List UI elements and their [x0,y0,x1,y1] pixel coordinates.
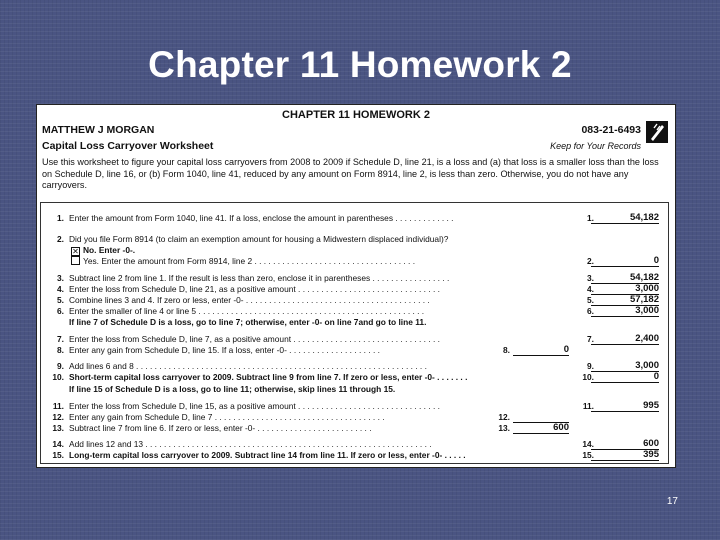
line-amount: 54,182 [591,213,659,224]
line-2-yes [41,256,668,267]
line-4 [41,284,668,295]
line-number: 10. [52,372,64,382]
line-ref: 7. [587,334,594,344]
worksheet-document [36,104,676,468]
line-text: Combine lines 3 and 4. If zero or less, enter -0- . . . . . . . . . . . . . . . . . . . . . . . . . . . . . . . . . . . . . . . . [69,295,430,305]
line-ref: 11. [582,401,594,411]
line-number: 4. [57,284,64,294]
line-number: 3. [57,273,64,283]
line-text: Subtract line 7 from line 6. If zero or less, enter -0- . . . . . . . . . . . . . . . . . . . . . . . . . [69,423,372,433]
line-text: Long-term capital loss carryover to 2009. Subtract line 14 from line 11. If zero or less, enter -0- . . . . . [69,450,466,460]
line-number: 5. [57,295,64,305]
line-text [71,245,135,256]
line-amount: 3,000 [591,284,659,295]
line-15 [41,450,668,461]
line-text: Did you file Form 8914 (to claim an exemption amount for housing a Midwestern displaced individual)? [69,234,449,244]
instruction-note-2 [41,384,668,395]
worksheet-lines [40,202,669,464]
line-ref: 6. [587,306,594,316]
line-5 [41,295,668,306]
line-ref: 2. [587,256,594,266]
line-text: Add lines 12 and 13 . . . . . . . . . . . . . . . . . . . . . . . . . . . . . . . . . . . . . . . . . . . . . . . . . . . . . . . . . . . . . . [69,439,432,449]
line-number: 6. [57,306,64,316]
line-number: 9. [57,361,64,371]
line-text: Enter the amount from Form 1040, line 41. If a loss, enclose the amount in parentheses . . . . . . . . . . . . . [69,213,454,223]
line-ref: 12. [498,412,510,422]
line-amount: 995 [591,401,659,412]
line-3 [41,273,668,284]
note-text: If line 15 of Schedule D is a loss, go to line 11; otherwise, skip lines 11 through 15. [69,384,396,394]
pen-icon [645,120,669,144]
line-amount: 0 [591,372,659,383]
slide-title: Chapter 11 Homework 2 [148,44,572,85]
line-8 [41,345,668,356]
line-text: Enter the loss from Schedule D, line 7, as a positive amount . . . . . . . . . . . . . . . . . . . . . . . . . . . . . . . . [69,334,440,344]
line-12 [41,412,668,423]
line-number: 1. [57,213,64,223]
line-ref: 1. [587,213,594,223]
line-ref: 14. [582,439,594,449]
line-11 [41,401,668,412]
line-6 [41,306,668,317]
intro-paragraph: Use this worksheet to figure your capital loss carryovers from 2008 to 2009 if Schedule D, line 21, is a loss and (a) that loss is a smaller loss than the loss on Schedule D, line 16, or (b) Form 1040, line 41, reduced by any amount on Form 8914, line 2, is less than zero. Otherwise, you do not have any carryovers. [42,157,659,190]
line-amount: 57,182 [591,295,659,306]
unchecked-box[interactable] [71,256,80,265]
line-amount: 54,182 [591,273,659,284]
line-number: 13. [52,423,64,433]
instruction-note-1 [41,317,668,328]
line-ref: 15. [582,450,594,460]
line-number: 2. [57,234,64,244]
line-number: 14. [52,439,64,449]
line-amount: 3,000 [591,306,659,317]
line-text: Add lines 6 and 8 . . . . . . . . . . . . . . . . . . . . . . . . . . . . . . . . . . . . . . . . . . . . . . . . . . . . . . . . . . . . . . . [69,361,427,371]
line-number: 8. [57,345,64,355]
page-number: 17 [666,496,678,507]
line-amount: 2,400 [591,334,659,345]
line-text: Enter the loss from Schedule D, line 21, as a positive amount . . . . . . . . . . . . . . . . . . . . . . . . . . . . . . . [69,284,440,294]
line-text: Short-term capital loss carryover to 2009. Subtract line 9 from line 7. If zero or less, enter -0- . . . . . . . [69,372,468,382]
document-title: CHAPTER 11 HOMEWORK 2 [282,109,430,121]
line-amount: 395 [591,450,659,461]
line-ref: 9. [587,361,594,371]
line-text: Enter the smaller of line 4 or line 5 . . . . . . . . . . . . . . . . . . . . . . . . . . . . . . . . . . . . . . . . . . . . . . . . . [69,306,425,316]
line-2-no [41,245,668,256]
line-amount: 600 [513,423,569,434]
checked-box[interactable]: ✕ [72,247,79,256]
line-9 [41,361,668,372]
line-ref: 13. [498,423,510,433]
line-amount: 0 [513,345,569,356]
ssn: 083-21-6493 [581,124,641,136]
line-ref: 4. [587,284,594,294]
line-ref: 8. [503,345,510,355]
line-number: 11. [52,401,64,411]
line-text [71,256,415,267]
line-14 [41,439,668,450]
note-text: If line 7 of Schedule D is a loss, go to line 7; otherwise, enter -0- on line 7and go to line 11. [69,317,427,327]
line-number: 12. [52,412,64,422]
line-ref: 10. [582,372,594,382]
line-10 [41,372,668,383]
no-option: No. Enter -0-. [83,245,136,255]
keep-for-records: Keep for Your Records [550,141,641,151]
line-ref: 5. [587,295,594,305]
line-7 [41,334,668,345]
line-text: Enter any gain from Schedule D, line 15. If a loss, enter -0- . . . . . . . . . . . . . . . . . . . . [69,345,380,355]
line-number: 15. [52,450,64,460]
line-2 [41,234,668,245]
line-ref: 3. [587,273,594,283]
line-amount: 3,000 [591,361,659,372]
taxpayer-name: MATTHEW J MORGAN [42,124,155,136]
line-text: Enter any gain from Schedule D, line 7 . . . . . . . . . . . . . . . . . . . . . . . . . . . . . . . . . . . . . [69,412,385,422]
line-number: 7. [57,334,64,344]
line-13 [41,423,668,434]
line-text: Enter the loss from Schedule D, line 15, as a positive amount . . . . . . . . . . . . . . . . . . . . . . . . . . . . . . . [69,401,440,411]
worksheet-title: Capital Loss Carryover Worksheet [42,140,214,152]
yes-option: Yes. Enter the amount from Form 8914, line 2 . . . . . . . . . . . . . . . . . . . . . . . . . . . . . . . . . . . [83,256,416,266]
line-1 [41,213,668,224]
line-amount: 600 [591,439,659,450]
line-amount: 0 [591,256,659,267]
line-text: Subtract line 2 from line 1. If the result is less than zero, enclose it in parentheses . . . . . . . . . . . . . . . . . [69,273,450,283]
